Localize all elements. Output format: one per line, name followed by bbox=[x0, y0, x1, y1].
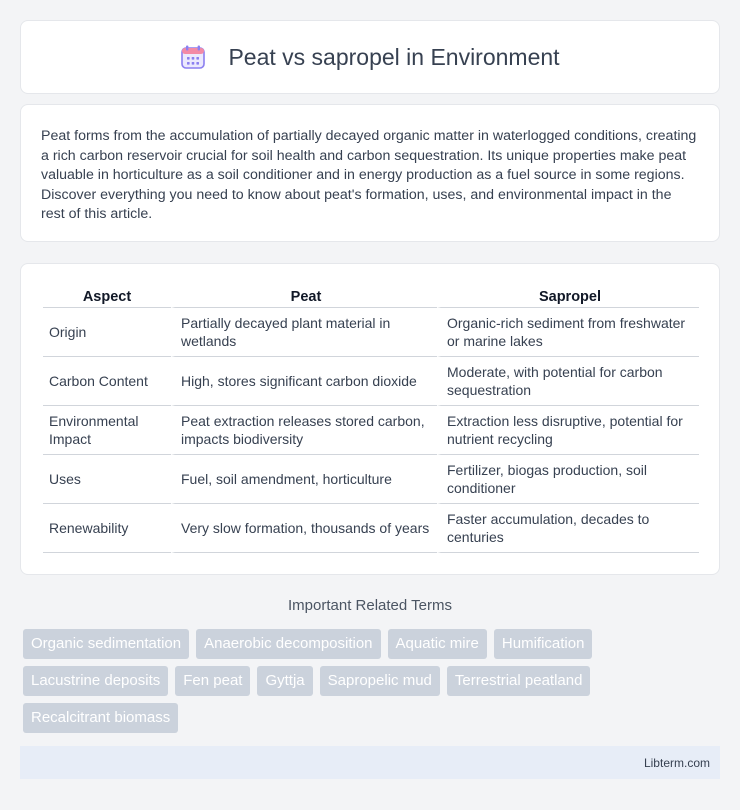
header-card bbox=[20, 20, 720, 94]
intro-card bbox=[20, 104, 720, 242]
related-term-tag[interactable]: Fen peat bbox=[175, 666, 250, 696]
related-terms-list bbox=[23, 629, 723, 733]
table-cell-sapropel: Moderate, with potential for carbon sequestration bbox=[437, 357, 699, 406]
column-header-aspect: Aspect bbox=[43, 286, 171, 308]
table-row bbox=[43, 308, 699, 357]
related-term-tag[interactable]: Gyttja bbox=[257, 666, 312, 696]
table-cell-sapropel: Fertilizer, biogas production, soil conditioner bbox=[437, 455, 699, 504]
table-row bbox=[43, 357, 699, 406]
related-terms-title: Important Related Terms bbox=[288, 597, 452, 614]
footer bbox=[20, 746, 720, 779]
table-cell-peat: Very slow formation, thousands of years bbox=[171, 504, 437, 553]
related-term-tag[interactable]: Humification bbox=[494, 629, 593, 659]
table-row bbox=[43, 406, 699, 455]
intro-text: Peat forms from the accumulation of partially decayed organic matter in waterlogged conditions, creating a rich carbon reservoir crucial for soil health and carbon sequestration. Its unique properties make peat valuable in horticulture as a soil conditioner and in energy production as a fuel source in some regions. Discover everything you need to know about peat's formation, uses, and environmental impact in the rest of this article. bbox=[41, 128, 697, 222]
table-cell-peat: Peat extraction releases stored carbon, impacts biodiversity bbox=[171, 406, 437, 455]
related-term-tag[interactable]: Sapropelic mud bbox=[320, 666, 440, 696]
column-header-sapropel: Sapropel bbox=[437, 286, 699, 308]
table-cell-sapropel: Faster accumulation, decades to centuries bbox=[437, 504, 699, 553]
comparison-table bbox=[43, 286, 699, 553]
table-cell-aspect: Environmental Impact bbox=[43, 406, 171, 455]
related-term-tag[interactable]: Terrestrial peatland bbox=[447, 666, 591, 696]
table-cell-aspect: Carbon Content bbox=[43, 357, 171, 406]
table-row bbox=[43, 504, 699, 553]
table-row bbox=[43, 455, 699, 504]
table-cell-sapropel: Organic-rich sediment from freshwater or marine lakes bbox=[437, 308, 699, 357]
column-header-peat: Peat bbox=[171, 286, 437, 308]
comparison-table-card bbox=[20, 263, 720, 575]
table-cell-peat: Fuel, soil amendment, horticulture bbox=[171, 455, 437, 504]
table-cell-sapropel: Extraction less disruptive, potential for nutrient recycling bbox=[437, 406, 699, 455]
related-term-tag[interactable]: Recalcitrant biomass bbox=[23, 703, 178, 733]
calendar-grid-icon bbox=[180, 44, 206, 70]
related-term-tag[interactable]: Lacustrine deposits bbox=[23, 666, 168, 696]
related-term-tag[interactable]: Organic sedimentation bbox=[23, 629, 189, 659]
table-cell-aspect: Origin bbox=[43, 308, 171, 357]
table-cell-aspect: Renewability bbox=[43, 504, 171, 553]
table-cell-peat: High, stores significant carbon dioxide bbox=[171, 357, 437, 406]
related-term-tag[interactable]: Anaerobic decomposition bbox=[196, 629, 380, 659]
table-cell-peat: Partially decayed plant material in wetlands bbox=[171, 308, 437, 357]
footer-site-link[interactable]: Libterm.com bbox=[643, 755, 710, 770]
related-term-tag[interactable]: Aquatic mire bbox=[388, 629, 487, 659]
page-title: Peat vs sapropel in Environment bbox=[228, 43, 560, 70]
table-cell-aspect: Uses bbox=[43, 455, 171, 504]
table-header-row bbox=[43, 286, 699, 308]
